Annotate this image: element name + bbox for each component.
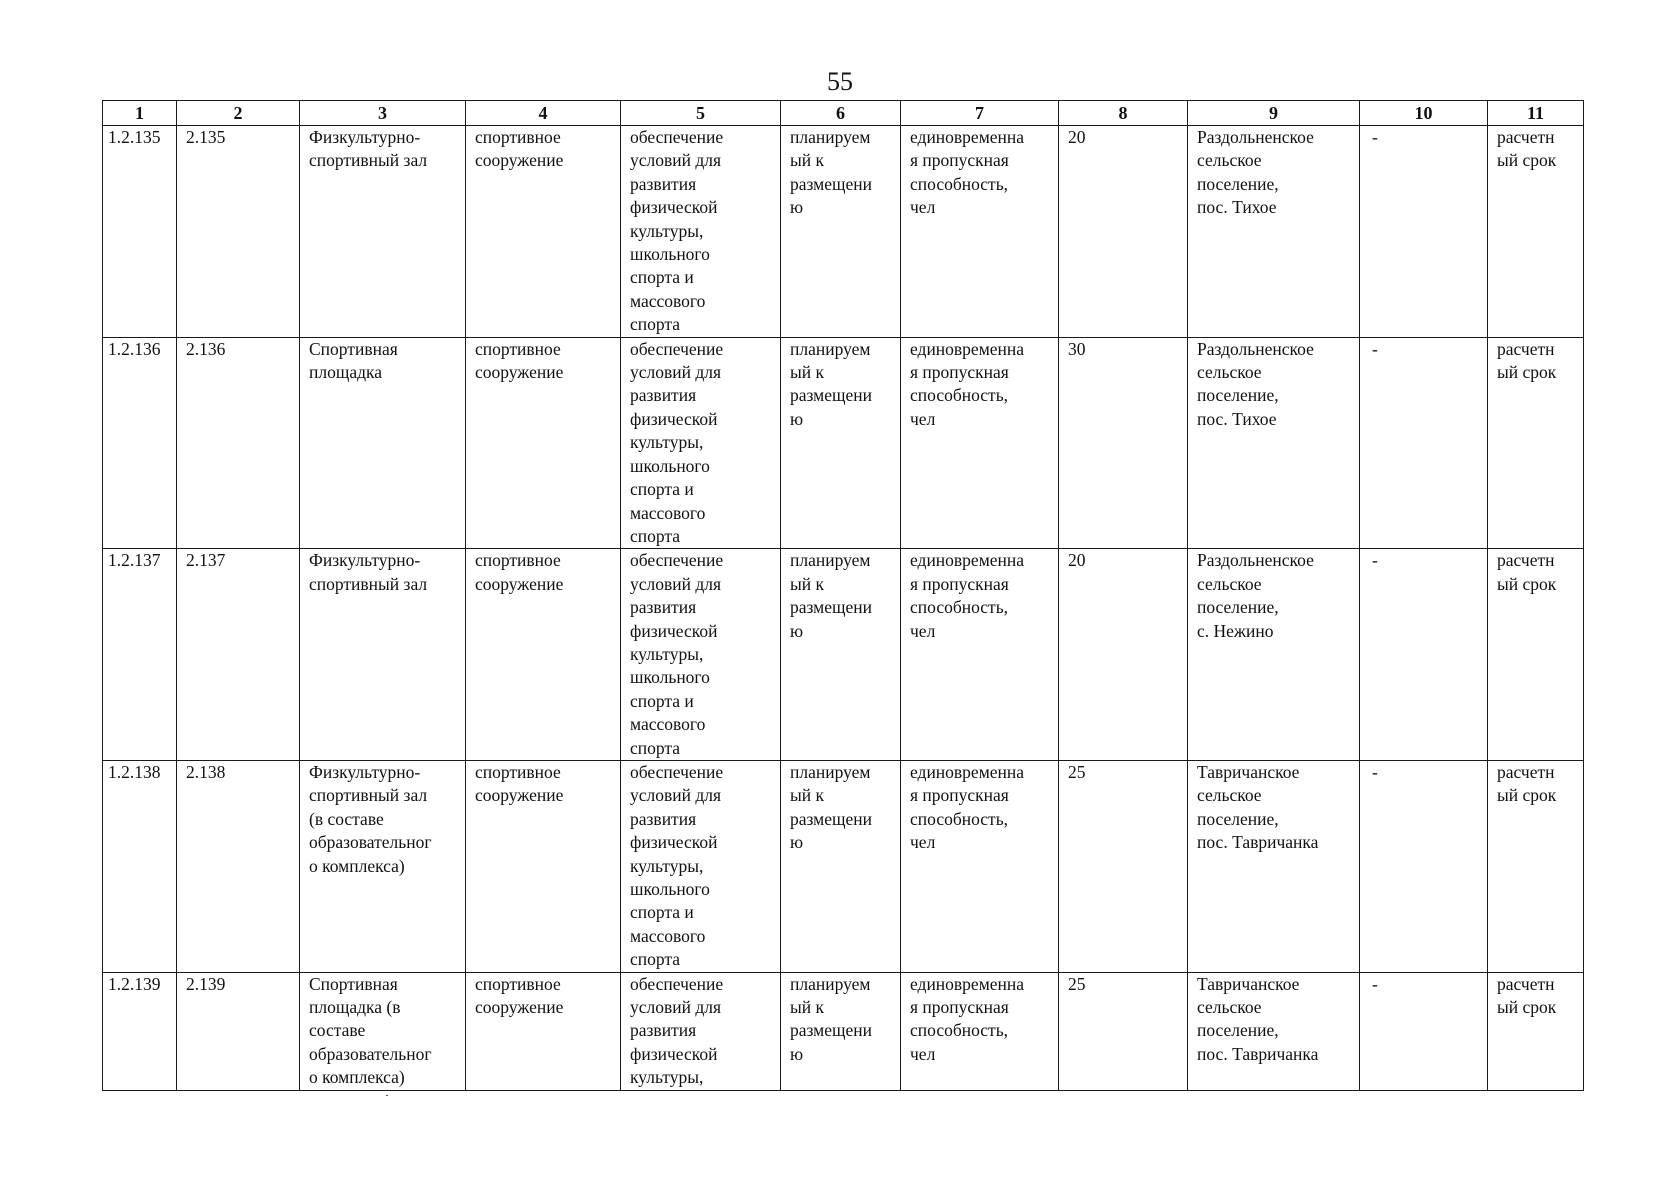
cell-status: планируем ый к размещени ю	[781, 126, 901, 338]
cell-zone: -	[1360, 760, 1488, 972]
cell-code: 2.138	[177, 760, 300, 972]
cell-number: 1.2.137	[103, 549, 177, 761]
cell-term: расчетн ый срок	[1488, 760, 1584, 972]
cell-number: 1.2.138	[103, 760, 177, 972]
cell-object-type: спортивное сооружение	[466, 760, 621, 972]
cell-location: Раздольненское сельское поселение, пос. Тихое	[1188, 126, 1360, 338]
cell-number: 1.2.136	[103, 337, 177, 549]
cell-characteristic: единовременна я пропускная способность, чел	[901, 972, 1059, 1090]
cell-number: 1.2.139	[103, 972, 177, 1090]
table-row	[103, 126, 1584, 338]
column-header: 6	[781, 101, 901, 126]
table-row	[103, 760, 1584, 972]
cell-status: планируем ый к размещени ю	[781, 972, 901, 1090]
cell-zone: -	[1360, 549, 1488, 761]
column-header: 2	[177, 101, 300, 126]
table-header-row	[103, 101, 1584, 126]
column-header: 4	[466, 101, 621, 126]
column-header: 10	[1360, 101, 1488, 126]
cell-purpose: обеспечение условий для развития физической культуры, школьного спорта и массового спорта	[621, 126, 781, 338]
column-header: 8	[1059, 101, 1188, 126]
cell-purpose: обеспечение условий для развития физической культуры, школьного спорта и массового спорта	[621, 760, 781, 972]
page-number: 55	[827, 67, 853, 96]
cell-code: 2.136	[177, 337, 300, 549]
cell-value: 20	[1059, 549, 1188, 761]
cell-status: планируем ый к размещени ю	[781, 549, 901, 761]
table-row	[103, 972, 1584, 1090]
cell-characteristic: единовременна я пропускная способность, чел	[901, 126, 1059, 338]
cell-object-name: Физкультурно- спортивный зал (в составе образовательног о комплекса)	[300, 760, 466, 972]
scan-speck	[386, 1095, 388, 1096]
table-row	[103, 337, 1584, 549]
cell-code: 2.135	[177, 126, 300, 338]
cell-object-name: Спортивная площадка	[300, 337, 466, 549]
cell-object-type: спортивное сооружение	[466, 972, 621, 1090]
cell-value: 20	[1059, 126, 1188, 338]
cell-zone: -	[1360, 126, 1488, 338]
cell-number: 1.2.135	[103, 126, 177, 338]
table-row	[103, 549, 1584, 761]
facilities-table	[102, 100, 1584, 1091]
cell-location: Тавричанское сельское поселение, пос. Тавричанка	[1188, 760, 1360, 972]
column-header: 3	[300, 101, 466, 126]
cell-term: расчетн ый срок	[1488, 126, 1584, 338]
cell-object-name: Спортивная площадка (в составе образовательног о комплекса)	[300, 972, 466, 1090]
cell-zone: -	[1360, 972, 1488, 1090]
cell-characteristic: единовременна я пропускная способность, чел	[901, 549, 1059, 761]
cell-object-type: спортивное сооружение	[466, 126, 621, 338]
cell-purpose: обеспечение условий для развития физической культуры, школьного спорта и массового спорта	[621, 337, 781, 549]
cell-object-type: спортивное сооружение	[466, 549, 621, 761]
column-header: 7	[901, 101, 1059, 126]
cell-value: 30	[1059, 337, 1188, 549]
cell-term: расчетн ый срок	[1488, 549, 1584, 761]
cell-status: планируем ый к размещени ю	[781, 337, 901, 549]
cell-characteristic: единовременна я пропускная способность, чел	[901, 760, 1059, 972]
cell-characteristic: единовременна я пропускная способность, чел	[901, 337, 1059, 549]
cell-location: Раздольненское сельское поселение, пос. Тихое	[1188, 337, 1360, 549]
cell-code: 2.139	[177, 972, 300, 1090]
column-header: 1	[103, 101, 177, 126]
cell-location: Тавричанское сельское поселение, пос. Тавричанка	[1188, 972, 1360, 1090]
cell-value: 25	[1059, 760, 1188, 972]
cell-term: расчетн ый срок	[1488, 337, 1584, 549]
cell-term: расчетн ый срок	[1488, 972, 1584, 1090]
cell-zone: -	[1360, 337, 1488, 549]
cell-object-name: Физкультурно- спортивный зал	[300, 126, 466, 338]
column-header: 11	[1488, 101, 1584, 126]
cell-value: 25	[1059, 972, 1188, 1090]
cell-code: 2.137	[177, 549, 300, 761]
cell-object-type: спортивное сооружение	[466, 337, 621, 549]
cell-purpose: обеспечение условий для развития физической культуры,	[621, 972, 781, 1090]
column-header: 9	[1188, 101, 1360, 126]
cell-purpose: обеспечение условий для развития физической культуры, школьного спорта и массового спорта	[621, 549, 781, 761]
cell-location: Раздольненское сельское поселение, с. Нежино	[1188, 549, 1360, 761]
cell-status: планируем ый к размещени ю	[781, 760, 901, 972]
column-header: 5	[621, 101, 781, 126]
cell-object-name: Физкультурно- спортивный зал	[300, 549, 466, 761]
